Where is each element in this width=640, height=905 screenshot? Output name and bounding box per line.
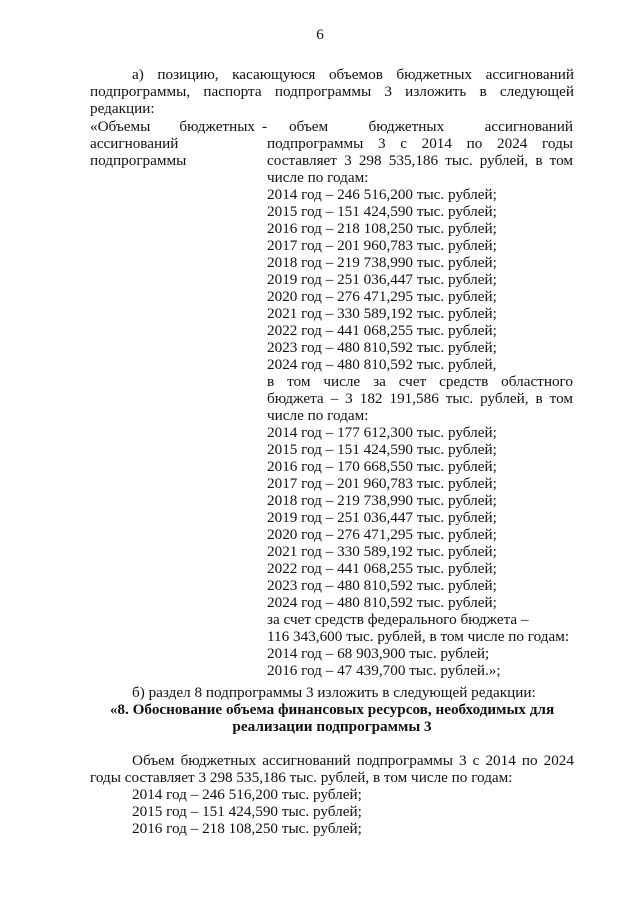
total-year-line: 2021 год – 330 589,192 тыс. рублей; [267,305,497,322]
total-year-line: 2022 год – 441 068,255 тыс. рублей; [267,322,497,339]
passport-intro-line: составляет 3 298 535,186 тыс. рублей, в том [267,152,573,169]
section-heading-line: реализации подпрограммы 3 [232,718,432,735]
regional-year-line: 2020 год – 276 471,295 тыс. рублей; [267,526,497,543]
regional-year-line: 2014 год – 177 612,300 тыс. рублей; [267,424,497,441]
total-year-line: 2017 год – 201 960,783 тыс. рублей; [267,237,497,254]
total-year-line: 2016 год – 218 108,250 тыс. рублей; [267,220,497,237]
total-year-line: 2024 год – 480 810,592 тыс. рублей, [267,356,497,373]
regional-intro-line: бюджета – 3 182 191,586 тыс. рублей, в том [267,390,573,407]
total-year-line: 2019 год – 251 036,447 тыс. рублей; [267,271,497,288]
intro-line: подпрограммы, паспорта подпрограммы 3 изложить в следующей [90,83,574,100]
total-year-line: 2020 год – 276 471,295 тыс. рублей; [267,288,497,305]
federal-line: 116 343,600 тыс. рублей, в том числе по годам: [267,628,570,645]
page-number: 6 [316,26,324,43]
total-year-line: 2018 год – 219 738,990 тыс. рублей; [267,254,497,271]
total-year-line: 2015 год – 151 424,590 тыс. рублей; [267,203,497,220]
body-year-line: 2016 год – 218 108,250 тыс. рублей; [132,820,362,837]
body-line: годы составляет 3 298 535,186 тыс. рублей, в том числе по годам: [90,769,513,786]
passport-intro-line: числе по годам: [267,169,369,186]
regional-year-line: 2024 год – 480 810,592 тыс. рублей; [267,594,497,611]
passport-intro-line: объем бюджетных ассигнований [289,118,573,135]
federal-line: 2014 год – 68 903,900 тыс. рублей; [267,645,490,662]
federal-line: за счет средств федерального бюджета – [267,611,529,628]
regional-year-line: 2021 год – 330 589,192 тыс. рублей; [267,543,497,560]
regional-year-line: 2023 год – 480 810,592 тыс. рублей; [267,577,497,594]
body-year-line: 2014 год – 246 516,200 тыс. рублей; [132,786,362,803]
passport-label [90,118,255,169]
total-year-line: 2023 год – 480 810,592 тыс. рублей; [267,339,497,356]
intro-line: а) позицию, касающуюся объемов бюджетных ассигнований [132,66,574,83]
passport-value [267,118,573,679]
regional-intro-line: в том числе за счет средств областного [267,373,573,390]
section-heading [90,701,574,735]
federal-line: 2016 год – 47 439,700 тыс. рублей.»; [267,662,501,679]
regional-year-line: 2018 год – 219 738,990 тыс. рублей; [267,492,497,509]
body-line: Объем бюджетных ассигнований подпрограммы 3 с 2014 по 2024 [132,752,574,769]
passport-intro-line: подпрограммы 3 с 2014 по 2024 годы [267,135,573,152]
section-b-line: б) раздел 8 подпрограммы 3 изложить в следующей редакции: [132,684,536,701]
regional-year-line: 2016 год – 170 668,550 тыс. рублей; [267,458,497,475]
regional-year-line: 2017 год – 201 960,783 тыс. рублей; [267,475,497,492]
intro-paragraph [90,66,574,117]
passport-dash: - [262,118,268,135]
regional-year-line: 2015 год – 151 424,590 тыс. рублей; [267,441,497,458]
section-heading-line: «8. Обоснование объема финансовых ресурсов, необходимых для [109,701,555,718]
intro-line: редакции: [90,100,155,117]
regional-intro-line: числе по годам: [267,407,369,424]
regional-year-line: 2019 год – 251 036,447 тыс. рублей; [267,509,497,526]
passport-label-line: ассигнований [90,135,179,152]
regional-year-line: 2022 год – 441 068,255 тыс. рублей; [267,560,497,577]
total-year-line: 2014 год – 246 516,200 тыс. рублей; [267,186,497,203]
body-paragraph [90,752,574,837]
passport-label-line: «Объемы бюджетных [90,118,255,135]
body-year-line: 2015 год – 151 424,590 тыс. рублей; [132,803,362,820]
passport-label-line: подпрограммы [90,152,187,169]
